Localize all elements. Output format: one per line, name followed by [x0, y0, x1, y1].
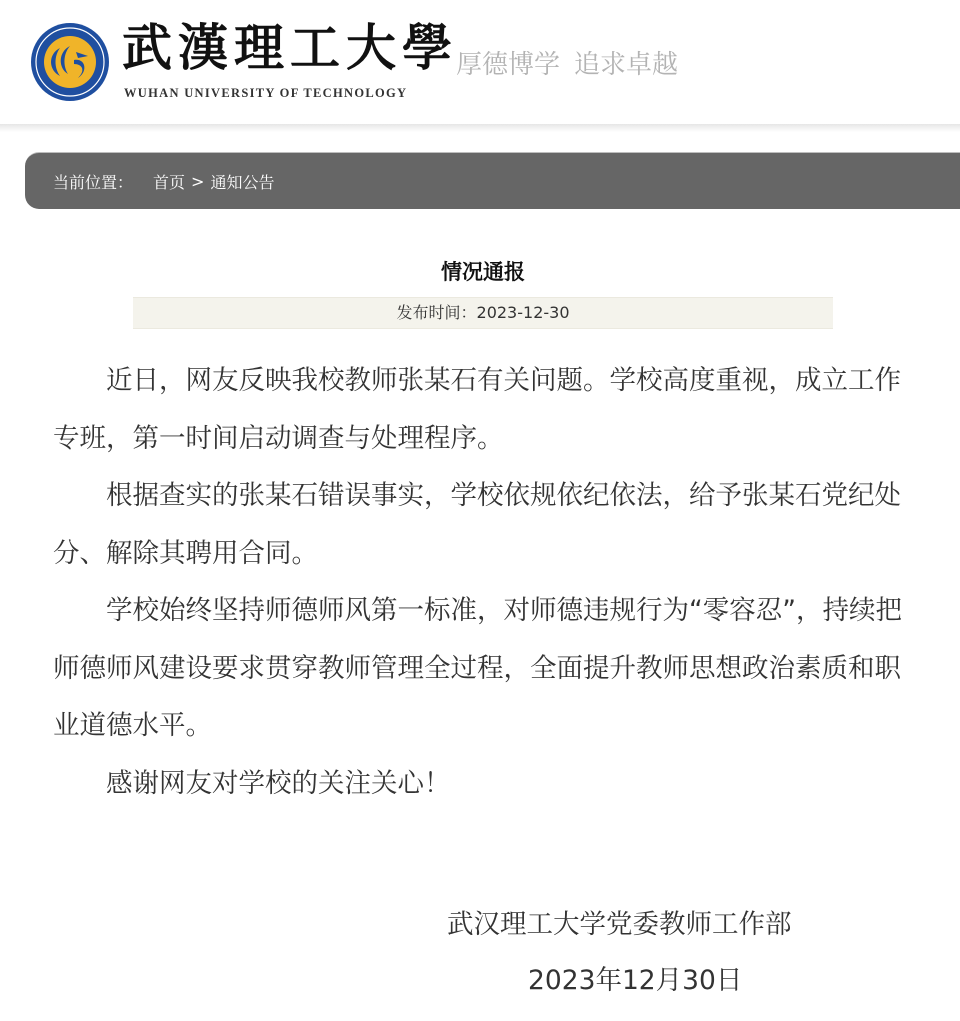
publish-label: 发布时间： — [396, 303, 477, 322]
article-paragraph: 根据查实的张某石错误事实，学校依规依纪依法，给予张某石党纪处分、解除其聘用合同。 — [53, 480, 901, 569]
breadcrumb-separator: > — [191, 171, 205, 191]
publish-date: 2023-12-30 — [476, 303, 570, 322]
article-paragraph: 学校始终坚持师德师风第一标准，对师德违规行为“零容忍”，持续把师德师风建设要求贯穿教师管理全过程，全面提升教师思想政治素质和职业道德水平。 — [53, 595, 902, 741]
publish-info — [133, 297, 833, 329]
breadcrumb-notices-link[interactable]: 通知公告 — [210, 172, 275, 192]
article-title: 情况通报 — [441, 260, 525, 284]
motto-part-1: 厚德博学 — [456, 50, 561, 80]
article-body — [53, 352, 923, 812]
breadcrumb-label: 当前位置： — [53, 172, 134, 192]
header-divider — [0, 124, 960, 132]
article-signature: 武汉理工大学党委教师工作部 — [447, 909, 792, 940]
school-motto — [456, 44, 692, 81]
article-paragraph: 近日，网友反映我校教师张某石有关问题。学校高度重视，成立工作专班，第一时间启动调查与处理程序。 — [53, 365, 901, 454]
article-paragraph: 感谢网友对学校的关注关心！ — [106, 767, 451, 799]
site-header — [0, 0, 960, 126]
breadcrumb-home-link[interactable]: 首页 — [153, 172, 186, 192]
school-name-en: WUHAN UNIVERSITY OF TECHNOLOGY — [124, 86, 408, 100]
article-sign-date: 2023年12月30日 — [528, 965, 743, 996]
motto-part-2: 追求卓越 — [574, 50, 679, 80]
university-emblem-icon[interactable] — [30, 22, 110, 102]
breadcrumb — [25, 152, 960, 209]
school-name-cn: 武漢理工大學 — [122, 18, 458, 77]
